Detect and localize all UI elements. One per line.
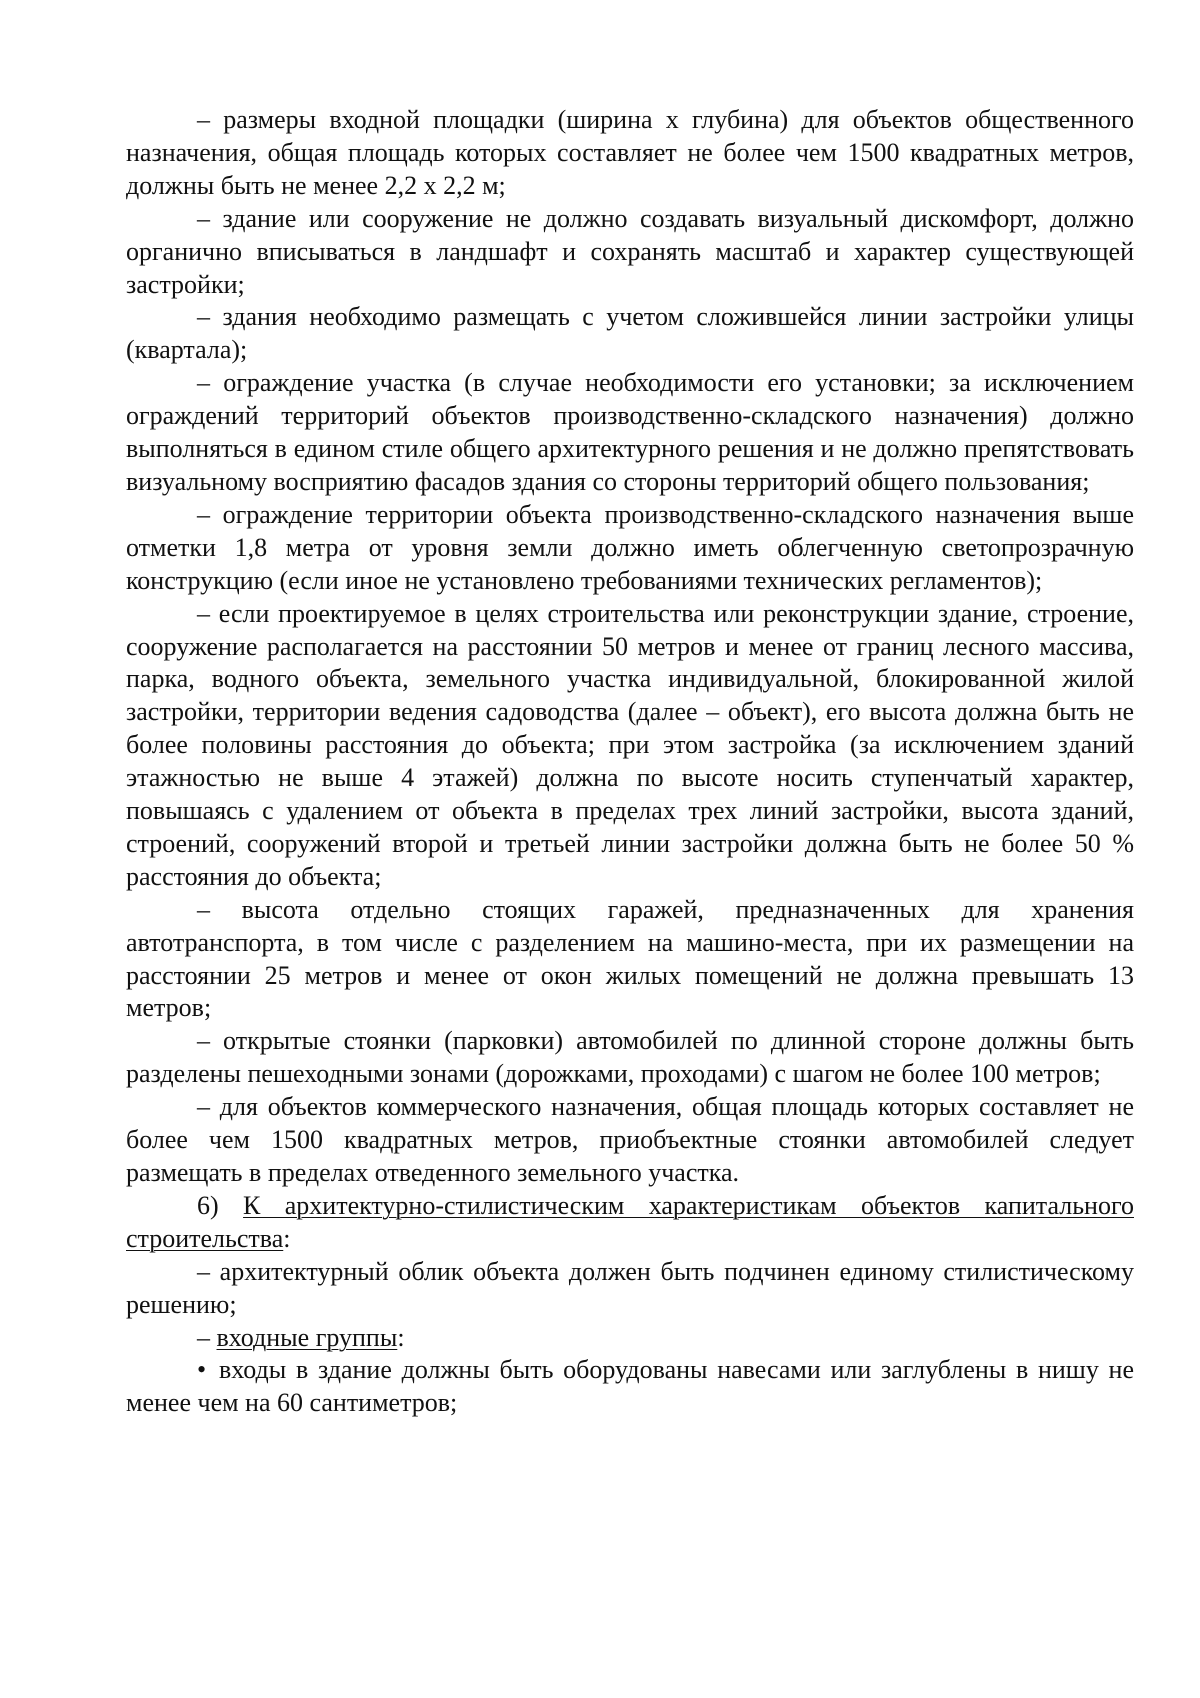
bullet-icon: • xyxy=(197,1355,207,1385)
entry-groups-suffix: : xyxy=(397,1322,405,1352)
paragraph-industrial-fence: – ограждение территории объекта производственно-складского назначения выше отметки 1,8 метра от уровня земли должно иметь облегченную светопрозрачную конструкцию (если иное не установлено требованиями технических регламентов); xyxy=(126,499,1134,595)
section-6-number: 6) xyxy=(197,1190,244,1220)
entry-groups-dash: – xyxy=(197,1322,217,1352)
entry-groups-label: входные группы xyxy=(216,1322,398,1352)
section-6-title: К архитектурно-стилистическим характеристикам объектов капитального строительства xyxy=(126,1190,1134,1253)
paragraph-building-height: – если проектируемое в целях строительства или реконструкции здание, строение, сооружение располагается на расстоянии 50 метров и менее от границ лесного массива, парка, водного объекта, земельного участка индивидуальной, блокированной жилой застройки, территории ведения садоводства (далее – объект), его высота должна быть не более половины расстояния до объекта; при этом застройка (за исключением зданий этажностью не выше 4 этажей) должна по высоте носить ступенчатый характер, повышаясь с удалением от объекта в пределах трех линий застройки, высота зданий, строений, сооружений второй и третьей линии застройки должна быть не более 50 % расстояния до объекта; xyxy=(126,598,1134,891)
document-body xyxy=(126,104,1134,1420)
paragraph-entrance-platform: – размеры входной площадки (ширина х глубина) для объектов общественного назначения, общая площадь которых составляет не более чем 1500 квадратных метров, должны быть не менее 2,2 х 2,2 м; xyxy=(126,105,1134,200)
paragraph-site-fence: – ограждение участка (в случае необходимости его установки; за исключением ограждений территорий объектов производственно-складского назначения) должно выполняться в едином стиле общего архитектурного решения и не должно препятствовать визуальному восприятию фасадов здания со стороны территорий общего пользования; xyxy=(126,368,1134,496)
section-6-suffix: : xyxy=(283,1223,291,1253)
section-6-heading xyxy=(126,1190,1134,1256)
paragraph-open-parking: – открытые стоянки (парковки) автомобилей по длинной стороне должны быть разделены пешеходными зонами (дорожками, проходами) с шагом не более 100 метров; xyxy=(126,1026,1134,1089)
bullet-item-text: входы в здание должны быть оборудованы навесами или заглублены в нишу не менее чем на 60 сантиметров; xyxy=(126,1355,1134,1418)
paragraph-visual-comfort: – здание или сооружение не должно создавать визуальный дискомфорт, должно органично вписываться в ландшафт и сохранять масштаб и характер существующей застройки; xyxy=(126,203,1134,299)
bullet-item-entrances xyxy=(126,1354,1134,1420)
subheading-entry-groups xyxy=(126,1322,1134,1355)
paragraph-commercial-parking: – для объектов коммерческого назначения, общая площадь которых составляет не более чем 1500 квадратных метров, приобъектные стоянки автомобилей следует размещать в пределах отведенного земельного участка. xyxy=(126,1092,1134,1187)
paragraph-architectural-appearance: – архитектурный облик объекта должен быть подчинен единому стилистическому решению; xyxy=(126,1256,1134,1319)
paragraph-garage-height: – высота отдельно стоящих гаражей, предназначенных для хранения автотранспорта, в том числе с разделением на машино-места, при их размещении на расстоянии 25 метров и менее от окон жилых помещений не должна превышать 13 метров; xyxy=(126,894,1134,1023)
paragraph-building-line: – здания необходимо размещать с учетом сложившейся линии застройки улицы (квартала); xyxy=(126,302,1134,365)
